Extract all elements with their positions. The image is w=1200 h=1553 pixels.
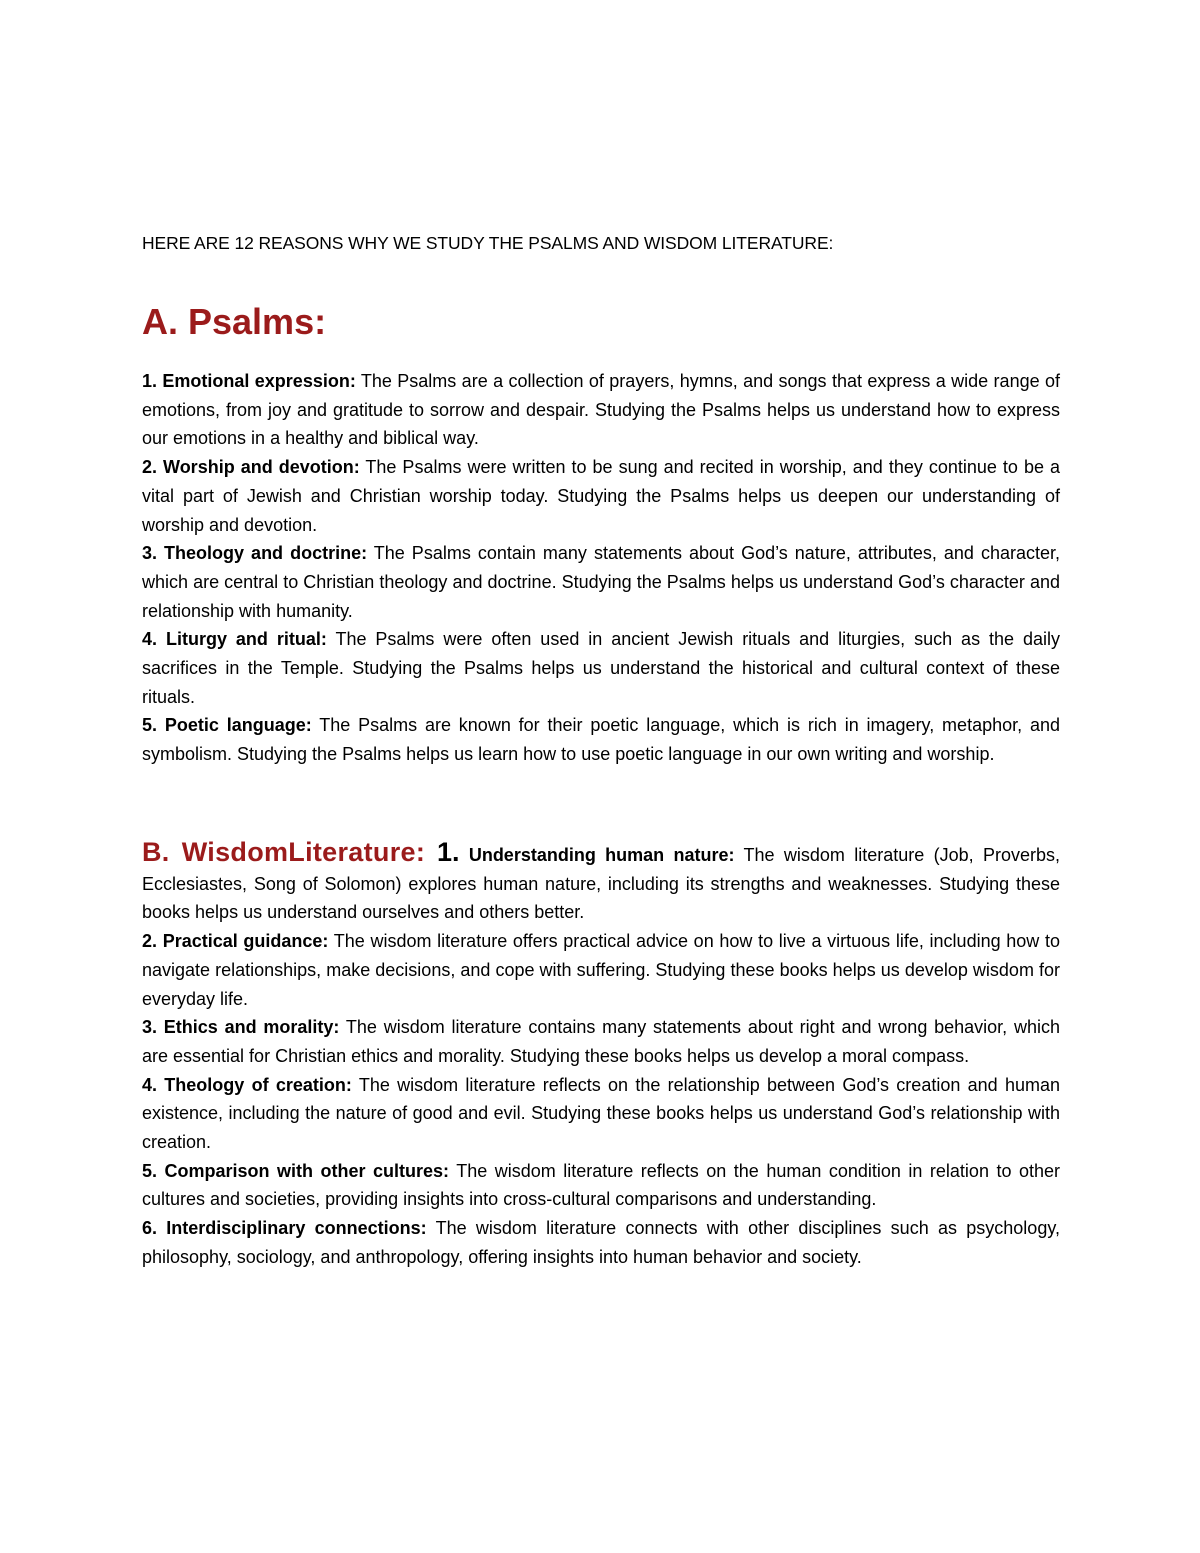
- list-item: [142, 539, 1060, 625]
- list-item: [142, 1071, 1060, 1157]
- section-a-list: [142, 367, 1060, 769]
- item-text: The Psalms contain many statements about God’s nature, attributes, and character, which are central to Christian theology and doctrine. Studying the Psalms helps us understand God’s character and relationship with humanity.: [142, 543, 1061, 621]
- item-text: The Psalms are known for their poetic language, which is rich in imagery, metaphor, and symbolism. Studying the Psalms helps us learn how to use poetic language in our own writing and worship.: [142, 715, 1060, 765]
- intro-line: HERE ARE 12 REASONS WHY WE STUDY THE PSALMS AND WISDOM LITERATURE:: [142, 233, 834, 253]
- item-text: The wisdom literature (Job, Proverbs, Ecclesiastes, Song of Solomon) explores human nature, including its strengths and weaknesses. Studying these books helps us understand ourselves and others better.: [142, 845, 1060, 923]
- item-text: The wisdom literature connects with other disciplines such as psychology, philosophy, sociology, and anthropology, offering insights into human behavior and society.: [142, 1218, 1060, 1267]
- list-item: [142, 625, 1060, 711]
- item-text: The wisdom literature reflects on the human condition in relation to other cultures and societies, providing insights into cross-cultural comparisons and understanding.: [142, 1160, 1060, 1210]
- item-label: 3. Ethics and morality:: [142, 1017, 340, 1038]
- list-item: [142, 927, 1060, 1013]
- list-item: [142, 1013, 1060, 1070]
- section-a-heading: A. Psalms:: [142, 301, 327, 342]
- item-label: 2. Worship and devotion:: [142, 457, 360, 478]
- list-item: [142, 1214, 1060, 1271]
- list-item: [142, 838, 1060, 927]
- list-item: [142, 453, 1060, 539]
- item-text: The wisdom literature reflects on the relationship between God’s creation and human existence, including the nature of good and evil. Studying these books helps us understand God’s relationship with creation.: [142, 1074, 1060, 1153]
- list-item: [142, 367, 1060, 453]
- item-number: 1.: [425, 837, 460, 867]
- item-label: 5. Poetic language:: [142, 715, 312, 736]
- section-b-heading: B. WisdomLiterature:: [142, 837, 426, 867]
- item-label: 4. Theology of creation:: [142, 1074, 352, 1095]
- item-text: The Psalms are a collection of prayers, hymns, and songs that express a wide range of emotions, from joy and gratitude to sorrow and despair. Studying the Psalms helps us understand how to express our emotions in a healthy and biblical way.: [142, 371, 1060, 449]
- item-label: Understanding human nature:: [459, 845, 735, 865]
- section-b-list: [142, 838, 1060, 1272]
- item-label: 6. Interdisciplinary connections:: [142, 1218, 427, 1239]
- item-text: The wisdom literature contains many statements about right and wrong behavior, which are essential for Christian ethics and morality. Studying these books helps us develop a moral compass.: [142, 1017, 1060, 1066]
- item-label: 2. Practical guidance:: [142, 931, 329, 952]
- item-text: The Psalms were written to be sung and recited in worship, and they continue to be a vital part of Jewish and Christian worship today. Studying the Psalms helps us deepen our understanding of worship and devotion.: [142, 457, 1060, 535]
- item-label: 1. Emotional expression:: [142, 371, 356, 391]
- item-text: The wisdom literature offers practical advice on how to live a virtuous life, including how to navigate relationships, make decisions, and cope with suffering. Studying these books helps us develop wisdom for everyday life.: [142, 931, 1060, 1009]
- item-label: 5. Comparison with other cultures:: [142, 1160, 450, 1181]
- item-label: 3. Theology and doctrine:: [142, 543, 368, 564]
- list-item: [142, 711, 1060, 768]
- item-text: The Psalms were often used in ancient Jewish rituals and liturgies, such as the daily sacrifices in the Temple. Studying the Psalms helps us understand the historical and cultural context of these rituals.: [142, 629, 1060, 707]
- item-label: 4. Liturgy and ritual:: [142, 629, 327, 650]
- list-item: [142, 1157, 1060, 1214]
